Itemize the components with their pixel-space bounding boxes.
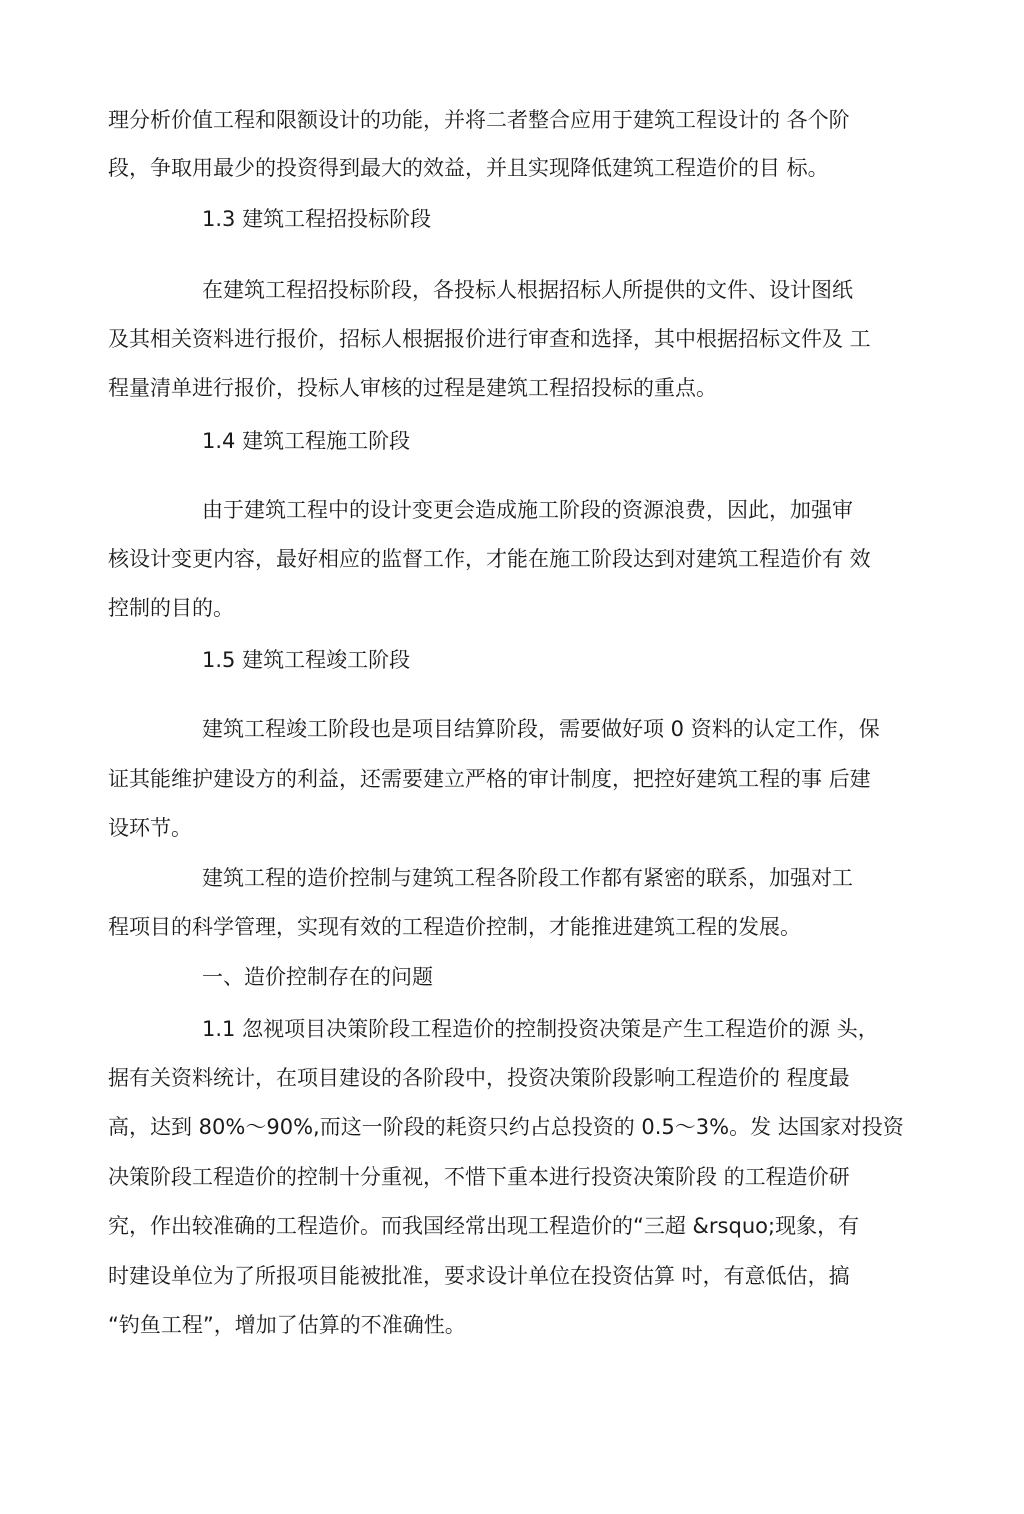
- text-line: 建筑工程竣工阶段也是项目结算阶段，需要做好项 0 资料的认定工作，保: [202, 717, 880, 741]
- text-line: 证其能维护建设方的利益，还需要建立严格的审计制度，把控好建筑工程的事 后建: [108, 767, 871, 791]
- text-line: 1.1 忽视项目决策阶段工程造价的控制投资决策是产生工程造价的源 头，: [202, 1017, 879, 1041]
- section-heading: 1.5 建筑工程竣工阶段: [202, 648, 411, 672]
- text-line: 在建筑工程招投标阶段，各投标人根据招标人所提供的文件、设计图纸: [202, 278, 853, 302]
- text-line: 据有关资料统计，在项目建设的各阶段中，投资决策阶段影响工程造价的 程度最: [108, 1066, 850, 1090]
- text-line: 建筑工程的造价控制与建筑工程各阶段工作都有紧密的联系，加强对工: [202, 866, 853, 890]
- text-line: 究，作出较准确的工程造价。而我国经常出现工程造价的“三超 &rsquo;现象，有: [108, 1214, 860, 1238]
- text-line: 理分析价值工程和限额设计的功能，并将二者整合应用于建筑工程设计的 各个阶: [108, 108, 850, 132]
- text-line: 控制的目的。: [108, 596, 234, 620]
- section-heading: 1.3 建筑工程招投标阶段: [202, 207, 432, 231]
- text-line: 决策阶段工程造价的控制十分重视，不惜下重本进行投资决策阶段 的工程造价研: [108, 1165, 850, 1189]
- section-heading: 一、造价控制存在的问题: [202, 965, 433, 989]
- text-line: 程项目的科学管理，实现有效的工程造价控制，才能推进建筑工程的发展。: [108, 915, 801, 939]
- text-line: “钓鱼工程”，增加了估算的不准确性。: [108, 1313, 466, 1337]
- text-line: 段，争取用最少的投资得到最大的效益，并且实现降低建筑工程造价的目 标。: [108, 156, 829, 180]
- text-line: 时建设单位为了所报项目能被批准，要求设计单位在投资估算 吋，有意低估，搞: [108, 1264, 850, 1288]
- text-line: 高，达到 80%～90%,而这一阶段的耗资只约占总投资的 0.5～3%。发 达国家对投资: [108, 1115, 904, 1139]
- text-line: 由于建筑工程中的设计变更会造成施工阶段的资源浪费，因此，加强审: [202, 498, 853, 522]
- text-line: 及其相关资料进行报价，招标人根据报价进行审查和选择，其中根据招标文件及 工: [108, 327, 871, 351]
- section-heading: 1.4 建筑工程施工阶段: [202, 429, 411, 453]
- text-line: 设环节。: [108, 816, 192, 840]
- text-line: 核设计变更内容，最好相应的监督工作，才能在施工阶段达到对建筑工程造价有 效: [108, 547, 871, 571]
- text-line: 程量清单进行报价，投标人审核的过程是建筑工程招投标的重点。: [108, 376, 717, 400]
